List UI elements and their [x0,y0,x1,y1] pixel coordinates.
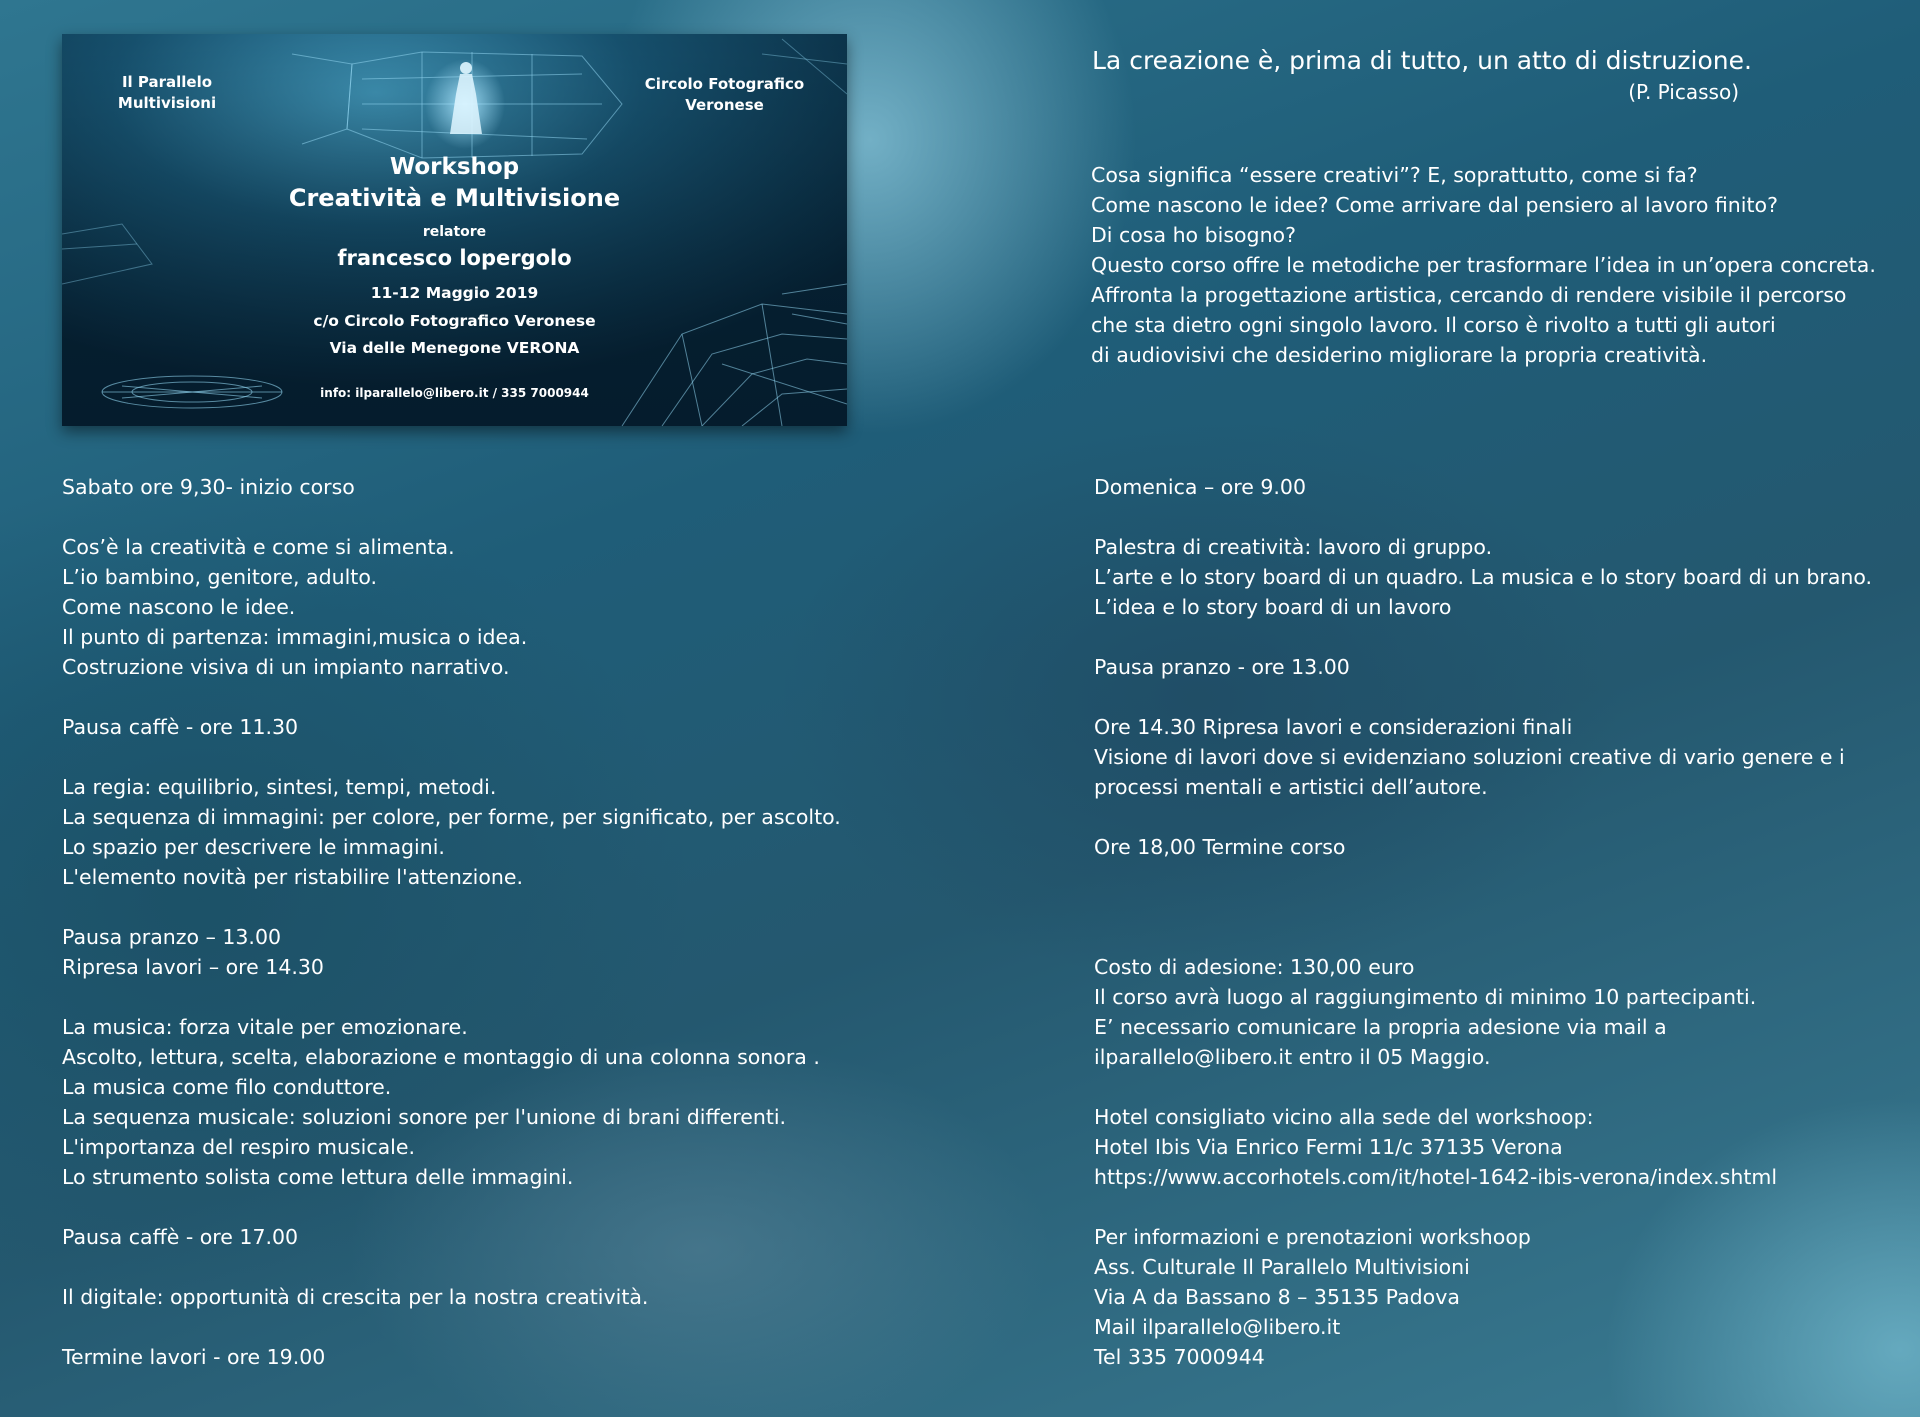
sunday-line: Domenica – ore 9.00 [1094,475,1307,499]
saturday-line: La musica: forza vitale per emozionare. [62,1015,468,1039]
saturday-line: Come nascono le idee. [62,595,296,619]
saturday-line: Il digitale: opportunità di crescita per la nostra creatività. [62,1285,649,1309]
flyer-dates: 11-12 Maggio 2019 [370,284,539,302]
sunday-line: processi mentali e artistici dell’autore. [1094,775,1488,799]
sunday-line: Pausa pranzo - ore 13.00 [1094,655,1350,679]
flyer-address: Via delle Menegone VERONA [329,339,580,357]
flyer-venue: c/o Circolo Fotografico Veronese [313,312,596,330]
saturday-line: Costruzione visiva di un impianto narrativo. [62,655,510,679]
sunday-line [1094,502,1872,532]
saturday-line: La musica come filo conduttore. [62,1075,392,1099]
sunday-line [1094,892,1872,922]
saturday-line: Pausa caffè - ore 17.00 [62,1225,299,1249]
sunday-line [1094,922,1872,952]
flyer-organizer-left-line: Il Parallelo [121,73,213,91]
sunday-line: Tel 335 7000944 [1094,1345,1265,1369]
flyer-organizer-right [632,74,817,116]
flyer-organizer-right-line: Circolo Fotografico [644,75,805,93]
sunday-line [1094,682,1872,712]
flyer-speaker: francesco lopergolo [337,246,572,270]
saturday-line: Sabato ore 9,30- inizio corso [62,475,355,499]
saturday-schedule [62,472,841,1372]
intro-line: Come nascono le idee? Come arrivare dal pensiero al lavoro finito? [1091,193,1778,217]
sunday-line: ilparallelo@libero.it entro il 05 Maggio. [1094,1045,1491,1069]
flyer-organizer-left [92,72,242,114]
sunday-line: Ore 14.30 Ripresa lavori e considerazioni finali [1094,715,1573,739]
sunday-line: Visione di lavori dove si evidenziano soluzioni creative di vario genere e i [1094,745,1845,769]
flyer-organizer-right-line: Veronese [685,96,764,114]
sunday-line [1094,802,1872,832]
quote-text: La creazione è, prima di tutto, un atto di distruzione. [1092,46,1752,75]
sunday-line: Hotel consigliato vicino alla sede del workshoop: [1094,1105,1594,1129]
saturday-line: Termine lavori - ore 19.00 [62,1345,326,1369]
sunday-line: https://www.accorhotels.com/it/hotel-1642-ibis-verona/index.shtml [1094,1165,1778,1189]
saturday-line: La regia: equilibrio, sintesi, tempi, metodi. [62,775,497,799]
saturday-line: La sequenza musicale: soluzioni sonore per l'unione di brani differenti. [62,1105,787,1129]
saturday-line [62,682,841,712]
sunday-schedule [1094,472,1872,1372]
saturday-line: L'importanza del respiro musicale. [62,1135,415,1159]
flyer-info: info: ilparallelo@libero.it / 335 7000944 [320,386,589,400]
saturday-line: Pausa pranzo – 13.00 [62,925,282,949]
saturday-line [62,1312,841,1342]
saturday-line: La sequenza di immagini: per colore, per forme, per significato, per ascolto. [62,805,841,829]
sunday-line [1094,862,1872,892]
saturday-line: L'elemento novità per ristabilire l'attenzione. [62,865,523,889]
sunday-line: E’ necessario comunicare la propria adesione via mail a [1094,1015,1667,1039]
saturday-line: Pausa caffè - ore 11.30 [62,715,299,739]
saturday-line [62,892,841,922]
sunday-line: Ore 18,00 Termine corso [1094,835,1346,859]
intro-paragraph [1091,160,1876,370]
sunday-line: Hotel Ibis Via Enrico Fermi 11/c 37135 Verona [1094,1135,1563,1159]
sunday-line [1094,1192,1872,1222]
intro-line: Affronta la progettazione artistica, cercando di rendere visibile il percorso [1091,283,1847,307]
saturday-line: Lo spazio per descrivere le immagini. [62,835,445,859]
saturday-line: Ripresa lavori – ore 14.30 [62,955,324,979]
flyer-organizer-left-line: Multivisioni [117,94,217,112]
intro-line: Cosa significa “essere creativi”? E, soprattutto, come si fa? [1091,163,1698,187]
sunday-line: L’arte e lo story board di un quadro. La musica e lo story board di un brano. [1094,565,1873,589]
sunday-line: Via A da Bassano 8 – 35135 Padova [1094,1285,1460,1309]
saturday-line: Il punto di partenza: immagini,musica o idea. [62,625,528,649]
intro-line: di audiovisivi che desiderino migliorare la propria creatività. [1091,343,1708,367]
quote [1092,44,1752,106]
sunday-line: Palestra di creatività: lavoro di gruppo. [1094,535,1493,559]
quote-author: (P. Picasso) [1628,80,1739,104]
saturday-line [62,1252,841,1282]
saturday-line [62,982,841,1012]
sunday-line: Ass. Culturale Il Parallelo Multivisioni [1094,1255,1470,1279]
sunday-line: Mail ilparallelo@libero.it [1094,1315,1341,1339]
saturday-line [62,502,841,532]
saturday-line [62,742,841,772]
sunday-line: Costo di adesione: 130,00 euro [1094,955,1415,979]
workshop-flyer [62,34,847,426]
intro-line: Di cosa ho bisogno? [1091,223,1296,247]
intro-line: Questo corso offre le metodiche per trasformare l’idea in un’opera concreta. [1091,253,1876,277]
sunday-line [1094,622,1872,652]
flyer-subtitle: Creatività e Multivisione [288,184,621,212]
saturday-line: Cos’è la creatività e come si alimenta. [62,535,455,559]
sunday-line: Il corso avrà luogo al raggiungimento di minimo 10 partecipanti. [1094,985,1757,1009]
saturday-line [62,1192,841,1222]
sunday-line: Per informazioni e prenotazioni workshoop [1094,1225,1531,1249]
saturday-line: Ascolto, lettura, scelta, elaborazione e montaggio di una colonna sonora . [62,1045,820,1069]
flyer-speaker-role: relatore [422,224,487,240]
sunday-line: L’idea e lo story board di un lavoro [1094,595,1452,619]
intro-line: che sta dietro ogni singolo lavoro. Il corso è rivolto a tutti gli autori [1091,313,1776,337]
saturday-line: Lo strumento solista come lettura delle immagini. [62,1165,574,1189]
saturday-line: L’io bambino, genitore, adulto. [62,565,378,589]
sunday-line [1094,1072,1872,1102]
flyer-title: Workshop [389,154,520,180]
